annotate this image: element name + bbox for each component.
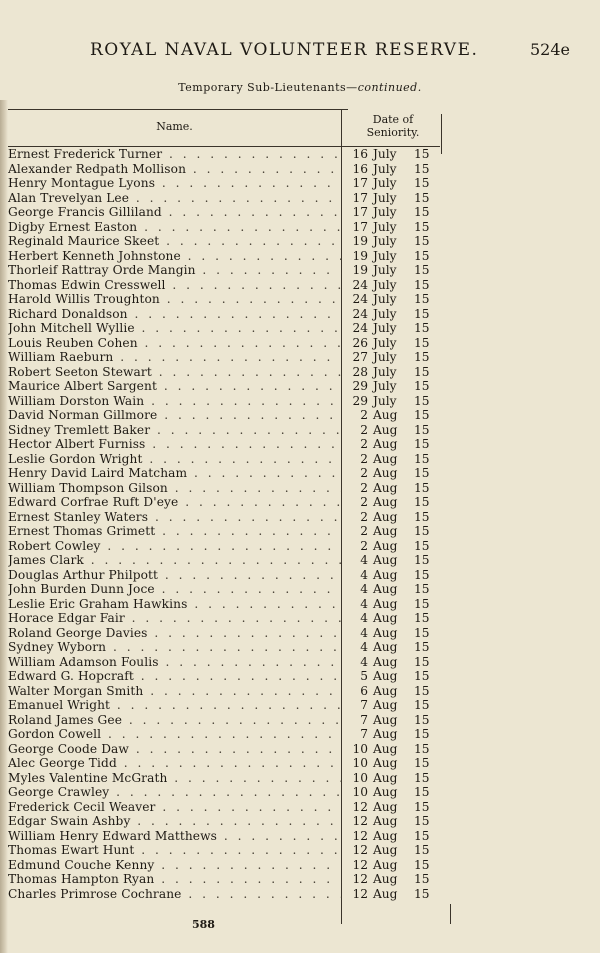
- table-row: [0, 292, 600, 307]
- row-year: 15: [414, 741, 430, 756]
- row-year: 15: [414, 379, 430, 393]
- table-row: [0, 278, 600, 293]
- row-month: Aug: [373, 640, 398, 654]
- row-month: Aug: [373, 857, 398, 872]
- row-month: Aug: [373, 596, 398, 611]
- row-year: 15: [414, 219, 430, 234]
- row-year: 15: [414, 480, 430, 495]
- row-name: Douglas Arthur Philpott . . .: [8, 568, 342, 583]
- table-row: [0, 191, 600, 206]
- row-month: Aug: [373, 756, 398, 770]
- row-month: July: [373, 292, 397, 306]
- table-row: [0, 452, 600, 467]
- row-day: 4: [360, 625, 368, 640]
- table-row: [0, 887, 600, 902]
- row-month: July: [373, 176, 397, 190]
- row-name: Alexander Redpath Mollison . . .: [8, 162, 342, 177]
- row-name: William Dorston Wain . . .: [8, 394, 342, 409]
- row-name: William Adamson Foulis . . .: [8, 655, 342, 670]
- row-day: 24: [352, 306, 368, 321]
- table-row: [0, 771, 600, 786]
- row-name: Louis Reuben Cohen . . .: [8, 336, 342, 351]
- row-year: 15: [414, 872, 430, 886]
- row-year: 15: [414, 654, 430, 669]
- row-name: Sidney Tremlett Baker . . .: [8, 423, 342, 438]
- row-year: 15: [414, 843, 430, 857]
- row-year: 15: [414, 147, 430, 161]
- row-month: July: [373, 277, 397, 292]
- row-year: 15: [414, 234, 430, 248]
- row-name: Alec George Tidd . . .: [8, 756, 342, 771]
- row-name: George Francis Gilliland . . .: [8, 205, 342, 220]
- row-year: 15: [414, 466, 430, 480]
- row-day: 12: [352, 828, 368, 843]
- table-row: [0, 814, 600, 829]
- table-row: [0, 162, 600, 177]
- row-day: 12: [352, 857, 368, 872]
- column-header-name: Name.: [156, 120, 193, 133]
- row-month: Aug: [373, 437, 398, 451]
- row-year: 15: [414, 770, 430, 785]
- row-year: 15: [414, 683, 430, 698]
- row-name: George Crawley . . .: [8, 785, 342, 800]
- row-month: Aug: [373, 814, 398, 828]
- row-day: 19: [352, 263, 368, 277]
- row-year: 15: [414, 263, 430, 277]
- column-header-date-line2: Seniority.: [366, 126, 420, 139]
- row-name: Robert Cowley . . .: [8, 539, 342, 554]
- row-year: 15: [414, 451, 430, 466]
- row-year: 15: [414, 509, 430, 524]
- row-month: Aug: [373, 654, 398, 669]
- row-month: July: [373, 335, 397, 350]
- row-year: 15: [414, 248, 430, 263]
- table-row: [0, 394, 600, 409]
- row-day: 5: [360, 669, 368, 683]
- table-row: [0, 597, 600, 612]
- row-name: Thomas Hampton Ryan . . .: [8, 872, 342, 887]
- table-row: [0, 785, 600, 800]
- row-year: 15: [414, 350, 430, 364]
- row-month: July: [373, 161, 397, 176]
- table-row: [0, 495, 600, 510]
- row-day: 4: [360, 582, 368, 596]
- table-row: [0, 147, 600, 162]
- table-row: [0, 423, 600, 438]
- table-row: [0, 843, 600, 858]
- row-name: Leslie Eric Graham Hawkins . . .: [8, 597, 342, 612]
- row-day: 24: [352, 321, 368, 335]
- row-month: July: [373, 321, 397, 335]
- row-day: 12: [352, 843, 368, 857]
- row-month: Aug: [373, 698, 398, 712]
- table-row: [0, 640, 600, 655]
- table-row: [0, 524, 600, 539]
- row-month: Aug: [373, 509, 398, 524]
- row-month: July: [373, 263, 397, 277]
- row-name: John Burden Dunn Joce . . .: [8, 582, 342, 597]
- row-name: Harold Willis Troughton . . .: [8, 292, 342, 307]
- table-row: [0, 727, 600, 742]
- row-year: 15: [414, 669, 430, 683]
- page-title: ROYAL NAVAL VOLUNTEER RESERVE.: [90, 40, 479, 60]
- row-month: Aug: [373, 770, 398, 785]
- row-day: 4: [360, 640, 368, 654]
- table-row: [0, 321, 600, 336]
- row-day: 26: [352, 335, 368, 350]
- table-row: [0, 379, 600, 394]
- row-day: 10: [352, 770, 368, 785]
- row-day: 10: [352, 785, 368, 799]
- row-month: July: [373, 234, 397, 248]
- row-day: 2: [360, 422, 368, 437]
- table-row: [0, 858, 600, 873]
- row-month: Aug: [373, 669, 398, 683]
- row-month: July: [373, 190, 397, 205]
- row-year: 15: [414, 756, 430, 770]
- row-month: July: [373, 205, 397, 219]
- table-row: [0, 220, 600, 235]
- row-month: July: [373, 364, 397, 379]
- row-year: 15: [414, 393, 430, 408]
- row-name: Leslie Gordon Wright . . .: [8, 452, 342, 467]
- row-name: Edward G. Hopcraft . . .: [8, 669, 342, 684]
- row-name: William Raeburn . . .: [8, 350, 342, 365]
- table-row: [0, 655, 600, 670]
- row-name: Henry Montague Lyons . . .: [8, 176, 342, 191]
- table-top-rule: [8, 109, 348, 110]
- table-row: [0, 408, 600, 423]
- row-year: 15: [414, 814, 430, 828]
- row-day: 2: [360, 437, 368, 451]
- row-month: Aug: [373, 422, 398, 437]
- row-year: 15: [414, 799, 430, 814]
- row-year: 15: [414, 277, 430, 292]
- row-day: 27: [352, 350, 368, 364]
- row-name: Edward Corfrae Ruft D'eye . . .: [8, 495, 342, 510]
- row-month: July: [373, 393, 397, 408]
- table-row: [0, 365, 600, 380]
- row-day: 19: [352, 234, 368, 248]
- row-year: 15: [414, 785, 430, 799]
- row-day: 7: [360, 698, 368, 712]
- table-row: [0, 307, 600, 322]
- table-row: [0, 582, 600, 597]
- row-name: Robert Seeton Stewart . . .: [8, 365, 342, 380]
- column-header-date: [345, 113, 441, 139]
- row-day: 2: [360, 451, 368, 466]
- row-month: July: [373, 379, 397, 393]
- row-name: Edmund Couche Kenny . . .: [8, 858, 342, 873]
- row-day: 19: [352, 248, 368, 263]
- row-name: Thomas Ewart Hunt . . .: [8, 843, 342, 858]
- row-year: 15: [414, 524, 430, 538]
- row-day: 12: [352, 799, 368, 814]
- row-month: Aug: [373, 553, 398, 567]
- row-day: 2: [360, 538, 368, 553]
- table-row: [0, 611, 600, 626]
- row-name: Reginald Maurice Skeet . . .: [8, 234, 342, 249]
- row-name: Roland George Davies . . .: [8, 626, 342, 641]
- row-month: Aug: [373, 524, 398, 538]
- row-day: 12: [352, 872, 368, 886]
- row-year: 15: [414, 727, 430, 741]
- row-day: 2: [360, 524, 368, 538]
- table-row: [0, 336, 600, 351]
- table-row: [0, 553, 600, 568]
- page-number: 524e: [530, 40, 571, 59]
- row-day: 17: [352, 176, 368, 190]
- row-month: Aug: [373, 625, 398, 640]
- column-header-date-line1: Date of: [372, 113, 414, 126]
- row-year: 15: [414, 408, 430, 422]
- row-name: Henry David Laird Matcham . . .: [8, 466, 342, 481]
- row-day: 4: [360, 611, 368, 625]
- row-year: 15: [414, 306, 430, 321]
- row-year: 15: [414, 292, 430, 306]
- row-name: Ernest Frederick Turner . . .: [8, 147, 342, 162]
- table-row: [0, 684, 600, 699]
- row-day: 2: [360, 480, 368, 495]
- row-day: 12: [352, 814, 368, 828]
- table-row: [0, 481, 600, 496]
- table-row: [0, 350, 600, 365]
- row-day: 4: [360, 596, 368, 611]
- row-name: Frederick Cecil Weaver . . .: [8, 800, 342, 815]
- row-month: July: [373, 147, 397, 161]
- row-year: 15: [414, 422, 430, 437]
- row-month: July: [373, 248, 397, 263]
- right-border-bottom: [450, 904, 451, 924]
- row-name: Thomas Edwin Cresswell . . .: [8, 278, 342, 293]
- row-name: Emanuel Wright . . .: [8, 698, 342, 713]
- row-day: 2: [360, 509, 368, 524]
- row-month: July: [373, 219, 397, 234]
- row-day: 2: [360, 466, 368, 480]
- table-row: [0, 466, 600, 481]
- row-name: George Coode Daw . . .: [8, 742, 342, 757]
- row-name: Horace Edgar Fair . . .: [8, 611, 342, 626]
- row-name: Thorleif Rattray Orde Mangin . . .: [8, 263, 342, 278]
- row-year: 15: [414, 857, 430, 872]
- row-month: July: [373, 350, 397, 364]
- row-year: 15: [414, 625, 430, 640]
- row-year: 15: [414, 190, 430, 205]
- table-row: [0, 800, 600, 815]
- row-year: 15: [414, 582, 430, 596]
- row-year: 15: [414, 176, 430, 190]
- row-month: Aug: [373, 843, 398, 857]
- row-year: 15: [414, 567, 430, 582]
- row-year: 15: [414, 205, 430, 219]
- row-day: 28: [352, 364, 368, 379]
- row-month: Aug: [373, 683, 398, 698]
- row-name: Alan Trevelyan Lee . . .: [8, 191, 342, 206]
- row-name: Gordon Cowell . . .: [8, 727, 342, 742]
- row-name: William Thompson Gilson . . .: [8, 481, 342, 496]
- row-day: 24: [352, 292, 368, 306]
- table-row: [0, 234, 600, 249]
- row-month: Aug: [373, 451, 398, 466]
- table-row: [0, 510, 600, 525]
- table-row: [0, 872, 600, 887]
- row-year: 15: [414, 364, 430, 379]
- row-year: 15: [414, 640, 430, 654]
- table-row: [0, 669, 600, 684]
- seniority-table: [0, 104, 600, 944]
- row-name: Richard Donaldson . . .: [8, 307, 342, 322]
- table-row: [0, 568, 600, 583]
- row-month: Aug: [373, 480, 398, 495]
- row-day: 16: [352, 147, 368, 161]
- row-day: 10: [352, 741, 368, 756]
- table-row: [0, 756, 600, 771]
- table-row: [0, 713, 600, 728]
- row-name: Digby Ernest Easton . . .: [8, 220, 342, 235]
- row-name: Ernest Stanley Waters . . .: [8, 510, 342, 525]
- row-day: 7: [360, 727, 368, 741]
- row-month: Aug: [373, 785, 398, 799]
- table-row: [0, 263, 600, 278]
- row-month: Aug: [373, 495, 398, 509]
- row-month: July: [373, 306, 397, 321]
- row-month: Aug: [373, 828, 398, 843]
- row-year: 15: [414, 828, 430, 843]
- row-day: 4: [360, 553, 368, 567]
- row-day: 29: [352, 393, 368, 408]
- row-month: Aug: [373, 582, 398, 596]
- row-year: 15: [414, 553, 430, 567]
- row-month: Aug: [373, 466, 398, 480]
- row-year: 15: [414, 886, 430, 901]
- row-year: 15: [414, 321, 430, 335]
- table-row: [0, 249, 600, 264]
- row-day: 6: [360, 683, 368, 698]
- table-row: [0, 205, 600, 220]
- row-name: David Norman Gillmore . . .: [8, 408, 342, 423]
- row-year: 15: [414, 611, 430, 625]
- row-name: Herbert Kenneth Johnstone . . .: [8, 249, 342, 264]
- row-month: Aug: [373, 872, 398, 886]
- row-day: 7: [360, 712, 368, 727]
- row-year: 15: [414, 437, 430, 451]
- row-month: Aug: [373, 611, 398, 625]
- row-month: Aug: [373, 886, 398, 901]
- row-day: 16: [352, 161, 368, 176]
- row-day: 4: [360, 654, 368, 669]
- row-name: Sydney Wyborn . . .: [8, 640, 342, 655]
- table-body: [0, 147, 600, 901]
- row-month: Aug: [373, 799, 398, 814]
- row-day: 4: [360, 567, 368, 582]
- row-day: 24: [352, 277, 368, 292]
- row-month: Aug: [373, 712, 398, 727]
- page-signature: 588: [192, 918, 215, 931]
- row-name: John Mitchell Wyllie . . .: [8, 321, 342, 336]
- subtitle-main: Temporary Sub-Lieutenants—: [178, 81, 358, 94]
- row-day: 2: [360, 495, 368, 509]
- row-year: 15: [414, 538, 430, 553]
- row-day: 17: [352, 205, 368, 219]
- row-name: Maurice Albert Sargent . . .: [8, 379, 342, 394]
- row-year: 15: [414, 712, 430, 727]
- table-row: [0, 626, 600, 641]
- row-name: Ernest Thomas Grimett . . .: [8, 524, 342, 539]
- table-row: [0, 176, 600, 191]
- table-row: [0, 539, 600, 554]
- row-month: Aug: [373, 727, 398, 741]
- row-name: Walter Morgan Smith . . .: [8, 684, 342, 699]
- row-name: Edgar Swain Ashby . . .: [8, 814, 342, 829]
- row-year: 15: [414, 698, 430, 712]
- row-day: 17: [352, 219, 368, 234]
- row-day: 2: [360, 408, 368, 422]
- table-row: [0, 698, 600, 713]
- row-day: 12: [352, 886, 368, 901]
- row-month: Aug: [373, 538, 398, 553]
- section-subtitle: [0, 81, 600, 94]
- table-row: [0, 829, 600, 844]
- table-row: [0, 742, 600, 757]
- row-day: 10: [352, 756, 368, 770]
- row-month: Aug: [373, 567, 398, 582]
- row-year: 15: [414, 161, 430, 176]
- row-month: Aug: [373, 408, 398, 422]
- row-name: Roland James Gee . . .: [8, 713, 342, 728]
- row-month: Aug: [373, 741, 398, 756]
- subtitle-continued: continued.: [357, 81, 422, 94]
- row-day: 17: [352, 190, 368, 205]
- row-day: 29: [352, 379, 368, 393]
- table-row: [0, 437, 600, 452]
- row-name: William Henry Edward Matthews . . .: [8, 829, 342, 844]
- row-name: Myles Valentine McGrath . . .: [8, 771, 342, 786]
- row-year: 15: [414, 495, 430, 509]
- row-year: 15: [414, 335, 430, 350]
- row-year: 15: [414, 596, 430, 611]
- row-name: Hector Albert Furniss . . .: [8, 437, 342, 452]
- row-name: James Clark . . .: [8, 553, 342, 568]
- row-name: Charles Primrose Cochrane . . .: [8, 887, 342, 902]
